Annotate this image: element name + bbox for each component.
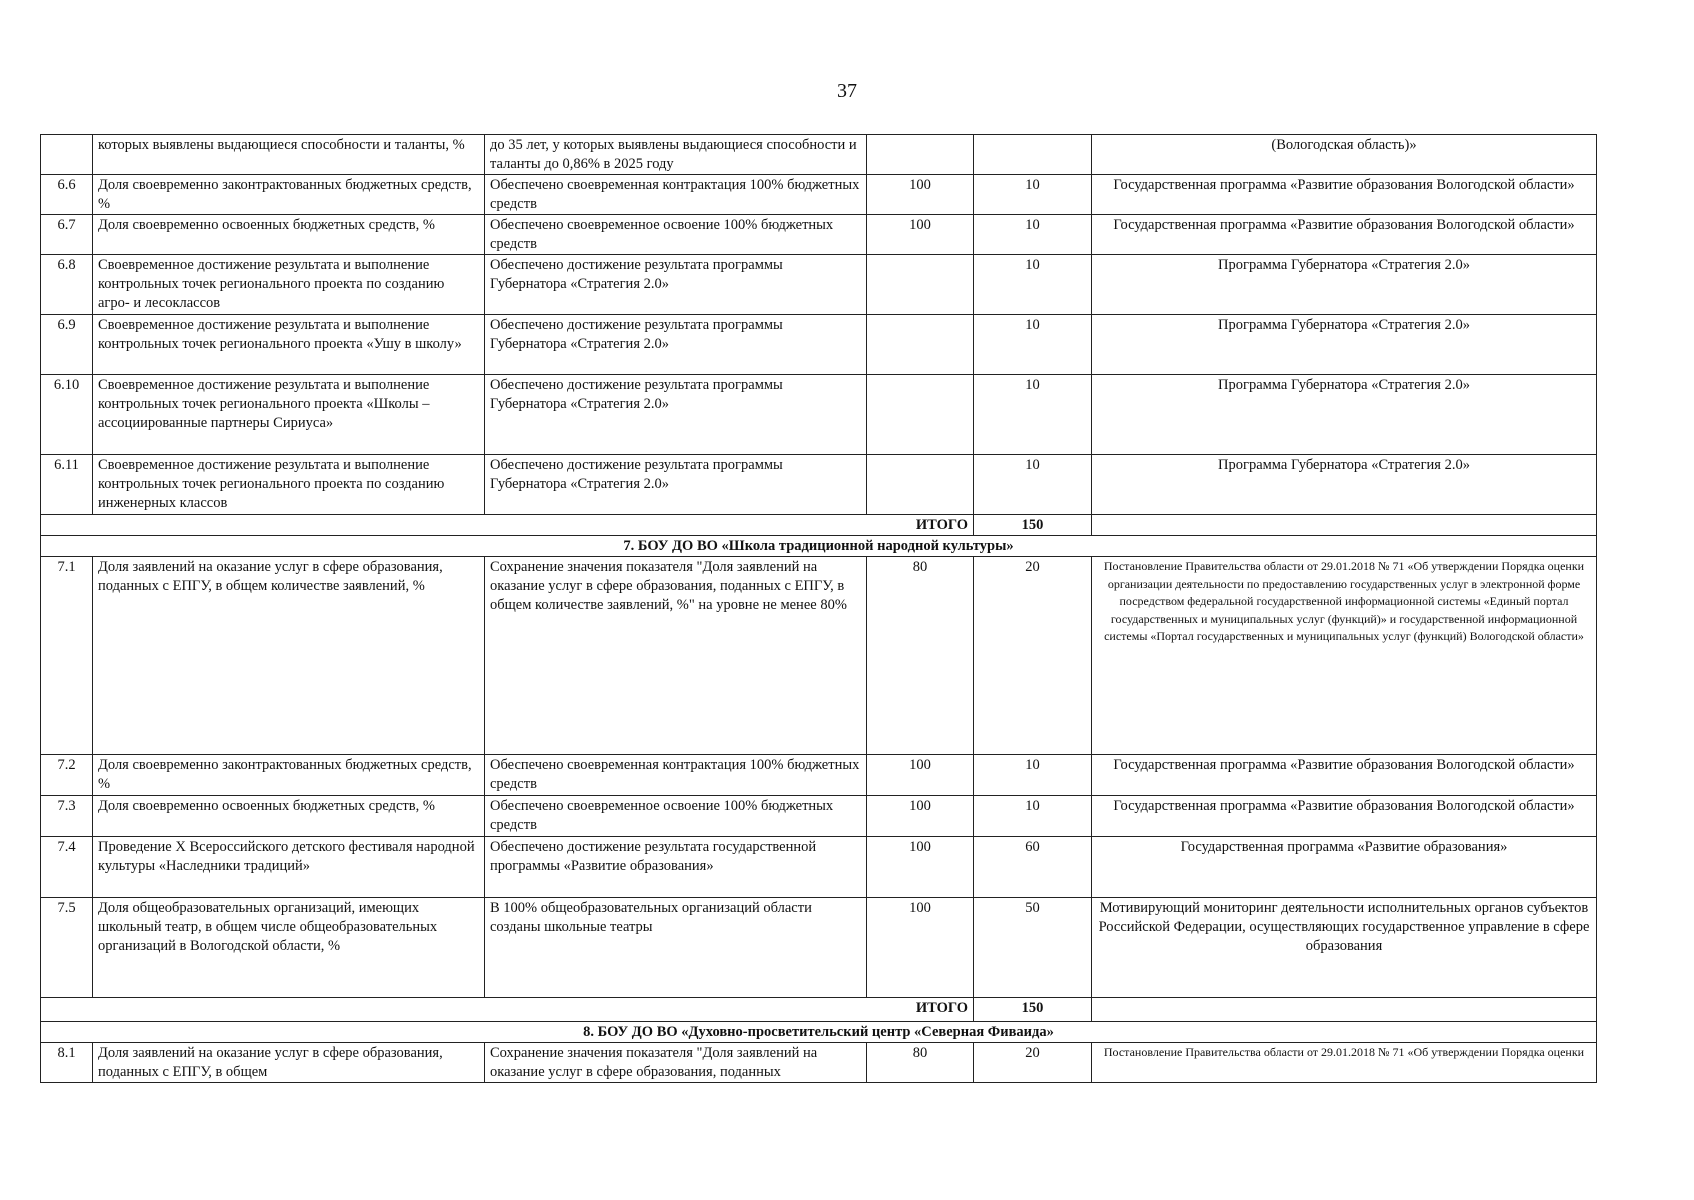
result-cell: Сохранение значения показателя "Доля заявлений на оказание услуг в сфере образования, поданных xyxy=(485,1043,867,1083)
section-header-row xyxy=(41,1022,1597,1043)
total-label: ИТОГО xyxy=(41,515,974,536)
target-cell: 100 xyxy=(867,755,974,796)
result-cell: до 35 лет, у которых выявлены выдающиеся способности и таланты до 0,86% в 2025 году xyxy=(485,135,867,175)
target-cell: 100 xyxy=(867,215,974,255)
result-cell: Обеспечено достижение результата программы Губернатора «Стратегия 2.0» xyxy=(485,255,867,315)
target-cell xyxy=(867,135,974,175)
result-cell: Обеспечено своевременное освоение 100% бюджетных средств xyxy=(485,796,867,837)
section-title: 7. БОУ ДО ВО «Школа традиционной народной культуры» xyxy=(41,536,1597,557)
target-cell: 80 xyxy=(867,557,974,755)
table-row xyxy=(41,135,1597,175)
table-row xyxy=(41,455,1597,515)
table-row xyxy=(41,1043,1597,1083)
indicator-cell: Своевременное достижение результата и выполнение контрольных точек регионального проекта по созданию инженерных классов xyxy=(93,455,485,515)
source-cell: Программа Губернатора «Стратегия 2.0» xyxy=(1092,375,1597,455)
result-cell: Сохранение значения показателя "Доля заявлений на оказание услуг в сфере образования, поданных с ЕПГУ, в общем количестве заявлений, %" на уровне не менее 80% xyxy=(485,557,867,755)
indicator-cell: Доля общеобразовательных организаций, имеющих школьный театр, в общем числе общеобразовательных организаций в Вологодской области, % xyxy=(93,898,485,998)
row-number: 7.5 xyxy=(41,898,93,998)
source-cell: Мотивирующий мониторинг деятельности исполнительных органов субъектов Российской Федерации, осуществляющих государственное управление в сфере образования xyxy=(1092,898,1597,998)
source-cell: Программа Губернатора «Стратегия 2.0» xyxy=(1092,455,1597,515)
weight-cell: 20 xyxy=(974,1043,1092,1083)
source-cell: Программа Губернатора «Стратегия 2.0» xyxy=(1092,315,1597,375)
table-row xyxy=(41,837,1597,898)
weight-cell: 10 xyxy=(974,375,1092,455)
weight-cell: 60 xyxy=(974,837,1092,898)
row-number: 6.11 xyxy=(41,455,93,515)
weight-cell: 10 xyxy=(974,755,1092,796)
row-number: 6.6 xyxy=(41,175,93,215)
indicator-cell: Доля своевременно законтрактованных бюджетных средств, % xyxy=(93,175,485,215)
target-cell: 100 xyxy=(867,175,974,215)
result-cell: Обеспечено своевременная контрактация 100% бюджетных средств xyxy=(485,755,867,796)
result-cell: Обеспечено своевременное освоение 100% бюджетных средств xyxy=(485,215,867,255)
total-label: ИТОГО xyxy=(41,998,974,1022)
target-cell: 100 xyxy=(867,837,974,898)
section-header-row xyxy=(41,536,1597,557)
indicator-cell: Доля заявлений на оказание услуг в сфере образования, поданных с ЕПГУ, в общем xyxy=(93,1043,485,1083)
target-cell xyxy=(867,315,974,375)
indicator-cell: Своевременное достижение результата и выполнение контрольных точек регионального проекта «Ушу в школу» xyxy=(93,315,485,375)
source-cell: Постановление Правительства области от 29.01.2018 № 71 «Об утверждении Порядка оценки организации деятельности по предоставлению государственных услуг в электронной форме посредством федеральной государственной информационной системы «Единый портал государственных и муниципальных услуг (функций)» и государственной информационной системы «Портал государственных и муниципальных услуг (функций) Вологодской области» xyxy=(1092,557,1597,755)
row-number: 7.3 xyxy=(41,796,93,837)
weight-cell: 10 xyxy=(974,215,1092,255)
empty-cell xyxy=(1092,515,1597,536)
indicator-cell: Доля своевременно освоенных бюджетных средств, % xyxy=(93,215,485,255)
table-row xyxy=(41,255,1597,315)
row-number: 6.8 xyxy=(41,255,93,315)
indicator-cell: Своевременное достижение результата и выполнение контрольных точек регионального проекта «Школы – ассоциированные партнеры Сириуса» xyxy=(93,375,485,455)
row-number: 7.1 xyxy=(41,557,93,755)
weight-cell xyxy=(974,135,1092,175)
table-row xyxy=(41,898,1597,998)
weight-cell: 10 xyxy=(974,796,1092,837)
weight-cell: 10 xyxy=(974,455,1092,515)
section-title: 8. БОУ ДО ВО «Духовно-просветительский центр «Северная Фиваида» xyxy=(41,1022,1597,1043)
weight-cell: 10 xyxy=(974,255,1092,315)
indicator-cell: которых выявлены выдающиеся способности и таланты, % xyxy=(93,135,485,175)
indicator-cell: Своевременное достижение результата и выполнение контрольных точек регионального проекта по созданию агро- и лесоклассов xyxy=(93,255,485,315)
indicator-cell: Доля своевременно освоенных бюджетных средств, % xyxy=(93,796,485,837)
row-number: 7.4 xyxy=(41,837,93,898)
result-cell: Обеспечено достижение результата программы Губернатора «Стратегия 2.0» xyxy=(485,455,867,515)
empty-cell xyxy=(1092,998,1597,1022)
table-row xyxy=(41,215,1597,255)
indicator-cell: Доля своевременно законтрактованных бюджетных средств, % xyxy=(93,755,485,796)
source-cell: Постановление Правительства области от 29.01.2018 № 71 «Об утверждении Порядка оценки xyxy=(1092,1043,1597,1083)
result-cell: Обеспечено достижение результата государственной программы «Развитие образования» xyxy=(485,837,867,898)
row-number: 8.1 xyxy=(41,1043,93,1083)
result-cell: Обеспечено достижение результата программы Губернатора «Стратегия 2.0» xyxy=(485,375,867,455)
row-number: 6.7 xyxy=(41,215,93,255)
result-cell: В 100% общеобразовательных организаций области созданы школьные театры xyxy=(485,898,867,998)
weight-cell: 50 xyxy=(974,898,1092,998)
indicator-cell: Доля заявлений на оказание услуг в сфере образования, поданных с ЕПГУ, в общем количестве заявлений, % xyxy=(93,557,485,755)
row-number xyxy=(41,135,93,175)
target-cell xyxy=(867,455,974,515)
table-row xyxy=(41,375,1597,455)
table-row xyxy=(41,175,1597,215)
target-cell: 80 xyxy=(867,1043,974,1083)
page-number: 37 xyxy=(837,80,857,102)
target-cell xyxy=(867,375,974,455)
source-cell: Государственная программа «Развитие образования Вологодской области» xyxy=(1092,215,1597,255)
weight-cell: 20 xyxy=(974,557,1092,755)
table-row xyxy=(41,557,1597,755)
total-value: 150 xyxy=(974,998,1092,1022)
target-cell xyxy=(867,255,974,315)
table-row xyxy=(41,315,1597,375)
total-row xyxy=(41,998,1597,1022)
row-number: 7.2 xyxy=(41,755,93,796)
source-cell: (Вологодская область)» xyxy=(1092,135,1597,175)
table-row xyxy=(41,755,1597,796)
source-cell: Государственная программа «Развитие образования Вологодской области» xyxy=(1092,175,1597,215)
source-cell: Программа Губернатора «Стратегия 2.0» xyxy=(1092,255,1597,315)
source-cell: Государственная программа «Развитие образования Вологодской области» xyxy=(1092,755,1597,796)
table-row xyxy=(41,796,1597,837)
row-number: 6.10 xyxy=(41,375,93,455)
weight-cell: 10 xyxy=(974,315,1092,375)
total-value: 150 xyxy=(974,515,1092,536)
target-cell: 100 xyxy=(867,796,974,837)
weight-cell: 10 xyxy=(974,175,1092,215)
row-number: 6.9 xyxy=(41,315,93,375)
source-cell: Государственная программа «Развитие образования» xyxy=(1092,837,1597,898)
total-row xyxy=(41,515,1597,536)
result-cell: Обеспечено достижение результата программы Губернатора «Стратегия 2.0» xyxy=(485,315,867,375)
indicator-cell: Проведение X Всероссийского детского фестиваля народной культуры «Наследники традиций» xyxy=(93,837,485,898)
result-cell: Обеспечено своевременная контрактация 100% бюджетных средств xyxy=(485,175,867,215)
source-cell: Государственная программа «Развитие образования Вологодской области» xyxy=(1092,796,1597,837)
indicators-table xyxy=(40,134,1597,1083)
target-cell: 100 xyxy=(867,898,974,998)
